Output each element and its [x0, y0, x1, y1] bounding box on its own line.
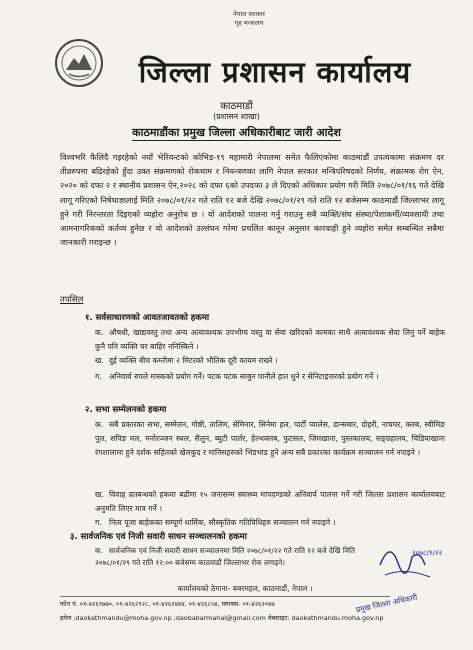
item-label: क.	[95, 328, 104, 337]
section-1-item-ka	[95, 326, 445, 354]
section-heading-3: ३. सार्वजनिक एवं निजी सवारी साधन सञ्चालनको हकमा	[70, 532, 247, 542]
order-title	[0, 125, 473, 140]
order-paragraph: विश्वभरि फैलिदै गइरहेको नयाँ भेरियन्टको कोभिड-१९ महामारी नेपालमा समेत फैलिएकोमा काठमाडौं उपत्यकामा संक्रमण दर तीव्ररुपमा बढिरहेको हुँदा उक्त संक्रमणको रोकथाम र नियन्त्रणका लागि नेपाल सरकार मन्त्रिपरिषदको निर्णय, संक्रामक रोग ऐन, २०२० को दफा २ र स्थानीय प्रशासन ऐन,२०२८ को दफा ६को उपदफा ३ ले दिएको अधिकार प्रयोग गरी मिति २०७८/०१/१६ गते देखि लागू गरिएको निषेधाज्ञालाई मिति २०७८/०१/२२ गते राति १२ बजे देखि २०७८/०१/२९ गते राति १२ बजेसम्म काठमाडौं जिल्लाभर लागू हुने गरी निरन्तरता दिइएको व्यहोरा अनुरोध छ । यो आदेशको पालना गर्नु गराउनु सबै व्यक्ति/संघ संस्था/पेशाकर्मी/व्यवसायी तथा आमनागरिकको कर्तव्य हुनेछ र यो आदेशको उल्लंघन गरेमा प्रचलित कानून अनुसार कारवाही हुने व्यहोरा समेत सम्बन्धित सबैमा जानकारी गराइन्छ ।	[60, 152, 444, 248]
section-2-item-ga	[95, 516, 445, 530]
schedule-label: तपसिल	[60, 295, 84, 305]
signature-title: प्रमुख जिल्ला अधिकारी	[355, 592, 419, 615]
item-label: ख.	[95, 490, 104, 499]
section-2-item-ka	[95, 418, 445, 460]
branch-label: (प्रशासन शाखा)	[213, 112, 260, 121]
item-label: ग.	[95, 518, 102, 527]
item-label: क.	[95, 420, 104, 429]
item-text: विवाह व्रतबन्धको हकमा बढीमा १५ जनासम्म स्वास्थ्य मापदण्डको अनिवार्य पालना गर्ने गरी जिल्ला प्रशासन कार्यालयबाट अनुमति लिएर मात्र गर्ने ।	[95, 490, 445, 513]
header-government-label: नेपाल सरकार	[233, 10, 265, 18]
item-text: दुई व्यक्ति बीच कम्तीमा २ मिटरको भौतिक दूरी कायम राख्ने ।	[109, 356, 278, 365]
section-2-item-kha	[95, 488, 445, 516]
footer-phone: फोन नं. ०१-४२६१७७०, ०१-४२६२९२८, ०१-४२६२४४४, ०१-४२६८५४, फ्याक्स- ०१-४२६२०४७	[60, 600, 275, 608]
section-heading-2: २. सभा सम्मेलनको हकमा	[85, 405, 167, 415]
section-heading-1: १. सर्वसाधारणको आवतजावतको हकमा	[85, 313, 210, 323]
item-text: अनिवार्य रुपले मास्कको प्रयोग गर्ने। पटक पटक साबुन पानीले हात धुने र सेनिटाइजरको प्रयोग गर्ने ।	[109, 372, 379, 381]
item-label: क.	[95, 546, 103, 555]
government-emblem-icon	[54, 38, 104, 88]
section-1-item-kha	[95, 354, 445, 368]
order-title-text: काठमाडौंका प्रमुख जिल्ला अधिकारीबाट जारी आदेश	[132, 126, 341, 139]
item-text: सार्वजनिक एवं निजी सवारी साधन सञ्चालनमा मिति २०७८/०१/२२ गते राति १२ बजे देखि मिति २०७८/०१/२९ गते राति १२:०० बजेसम्म काठमाडौं जिल्लाभर रोक लगाइने।	[95, 546, 355, 567]
item-text: नित्य पूजा बाहेकका सम्पूर्ण धार्मिक, सौस्कृतिक गतिविधिहरु सञ्चालन गर्न नपाइने ।	[109, 518, 336, 527]
item-text: औषधी, खाद्यवस्तु तथा अन्य अत्यावश्यक उपभोग्य वस्तु वा सेवा खरिदको कामका साथै अत्यावश्यक सेवा लिनु पर्ने बाहेक कुनै पनि व्यक्ति घर बाहिर ननिस्किने ।	[95, 328, 445, 351]
header-ministry-label: गृह मन्त्रालय	[234, 19, 264, 27]
office-title: जिल्ला प्रशासन कार्यालय	[138, 55, 412, 89]
footer-divider	[60, 596, 390, 597]
footer-office-address: कार्यालयको ठेगाना- बबरमहल, काठमाडौं, नेपाल ।	[177, 584, 313, 593]
section-3-item-ka	[95, 545, 355, 569]
header-ministry-block	[214, 10, 284, 28]
city-label: काठमाडौं	[220, 101, 253, 112]
item-label: ग.	[95, 372, 102, 381]
item-text: सबै प्रकारका सभा, सम्मेलन, गोष्ठी, तालिम, सेमिनार, सिनेमा हल, पार्टी प्यालेस, डान्सबार, दोहरी, नाचघर, क्लब, स्वीमिङ पुल, सपिङ मल, मनोरञ्जन स्थल, सैलुन, ब्युटी पार्लर, हेल्थक्लब, फुटसल, जिमखाना, पुस्तकालय, सङ्ग्रहालय, चिडियाखाना रंगशालामा हुने दर्शक सहितको खेलकुद र मानिसहरुको भिडभाड हुने अन्य सबै प्रकारका कार्यक्रम सञ्चालन गर्न नपाइने ।	[95, 420, 445, 457]
section-1-item-ga	[95, 370, 445, 384]
footer-email: इमेल :daokathmandu@moha.gov.np ;daobabarmahal@gmail.com वेबसाइट: daokathmandu.moha.gov.np	[60, 614, 384, 622]
item-label: ख.	[95, 356, 104, 365]
svg-text:२०७८/१/२२: २०७८/१/२२	[412, 549, 443, 557]
